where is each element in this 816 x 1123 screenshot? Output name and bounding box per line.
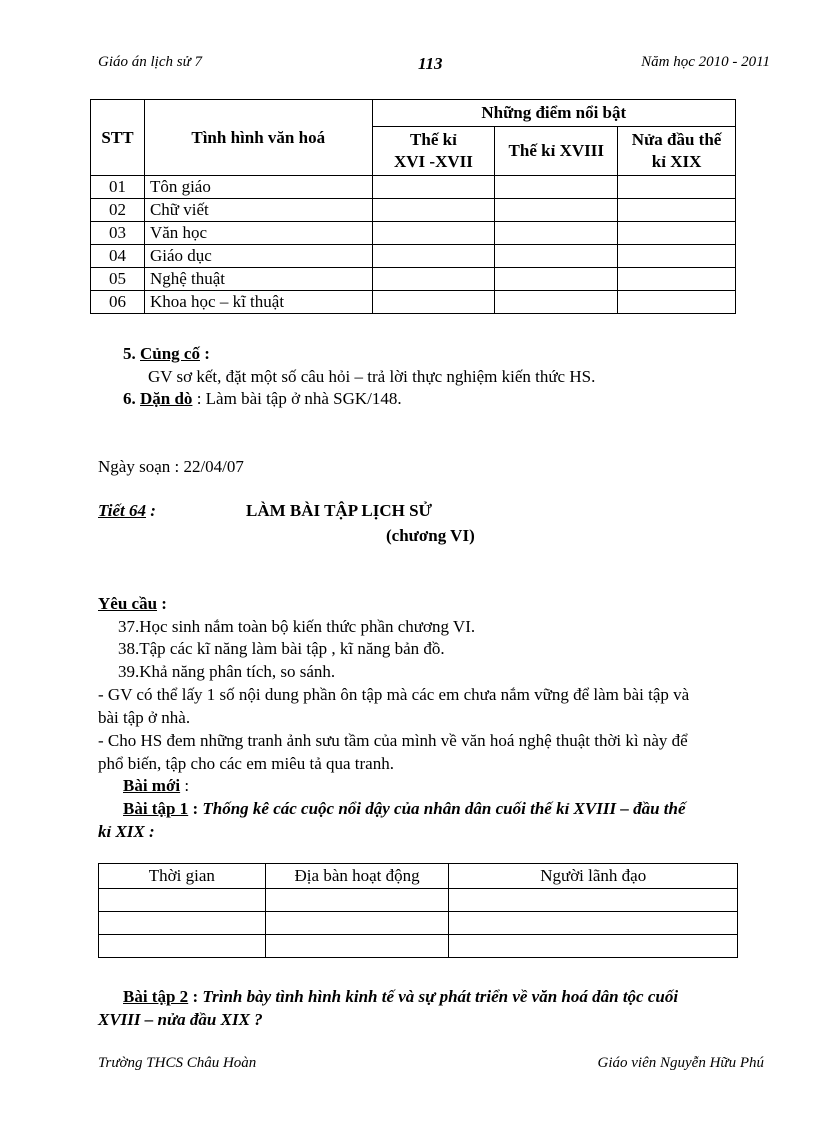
requirements-colon: : — [157, 594, 167, 613]
table-cell — [265, 889, 449, 912]
row-name: Giáo dục — [144, 245, 372, 268]
col-stt: STT — [91, 100, 145, 176]
culture-table — [90, 99, 736, 314]
table-row — [99, 935, 738, 958]
homework-text: : Làm bài tập ở nhà SGK/148. — [192, 389, 402, 408]
requirement-item: 38.Tập các kĩ năng làm bài tập , kĩ năng bản đồ. — [118, 639, 445, 658]
homework-title: Dặn dò — [140, 389, 193, 408]
requirement-item: 37.Học sinh nắm toàn bộ kiến thức phần chương VI. — [118, 617, 476, 636]
table-row — [91, 268, 736, 291]
col-leader: Người lãnh đạo — [449, 864, 738, 889]
table-cell — [495, 222, 618, 245]
note2-line1: - Cho HS đem những tranh ảnh sưu tầm của mình về văn hoá nghệ thuật thời kì này để — [98, 731, 688, 750]
lesson-label: Tiết 64 — [98, 501, 146, 520]
row-stt: 05 — [91, 268, 145, 291]
exercise2-text-line2: XVIII – nửa đầu XIX ? — [98, 1010, 263, 1029]
exercise2-text-line1: Trình bày tình hình kinh tế và sự phát triển về văn hoá dân tộc cuối — [202, 987, 679, 1006]
table-cell — [495, 268, 618, 291]
row-name: Tôn giáo — [144, 176, 372, 199]
header-left: Giáo án lịch sử 7 — [98, 54, 203, 70]
new-lesson-title: Bài mới — [123, 776, 181, 795]
lesson-subtitle — [386, 525, 475, 547]
table-cell — [618, 222, 736, 245]
table-cell — [495, 176, 618, 199]
lesson-colon: : — [146, 501, 156, 520]
consolidate-heading — [123, 343, 210, 365]
table-cell — [99, 889, 266, 912]
row-name: Khoa học – kĩ thuật — [144, 291, 372, 314]
exercise2-label: Bài tập 2 — [123, 987, 189, 1006]
uprisings-table — [98, 863, 738, 958]
row-stt: 01 — [91, 176, 145, 199]
col-19-century — [618, 127, 736, 176]
exercise1-text-line1: Thống kê các cuộc nổi dậy của nhân dân cuối thế kỉ XVIII – đầu thế — [202, 799, 686, 818]
consolidate-colon: : — [199, 344, 210, 363]
table-cell — [449, 935, 738, 958]
row-name: Văn học — [144, 222, 372, 245]
table-cell — [372, 199, 495, 222]
table-cell — [99, 912, 266, 935]
table-cell — [618, 199, 736, 222]
table-cell — [618, 245, 736, 268]
note2-line2: phổ biến, tập cho các em miêu tả qua tranh. — [98, 754, 394, 773]
table-row — [99, 889, 738, 912]
exercise1-line1 — [123, 798, 686, 820]
header-right: Năm học 2010 - 2011 — [641, 54, 770, 70]
table-cell — [99, 935, 266, 958]
table-cell — [372, 222, 495, 245]
new-lesson-colon: : — [180, 776, 190, 795]
exercise1-text-line2: kỉ XIX : — [98, 822, 155, 841]
page-number: 113 — [418, 54, 443, 73]
row-stt: 03 — [91, 222, 145, 245]
table-cell — [372, 176, 495, 199]
exercise1-label: Bài tập 1 — [123, 799, 189, 818]
uprisings-header-row — [99, 864, 738, 889]
table-cell — [449, 889, 738, 912]
prep-date: Ngày soạn : 22/04/07 — [98, 457, 244, 476]
lesson-label-line — [98, 500, 156, 522]
homework-line — [123, 388, 402, 410]
requirement-item: 39.Khả năng phân tích, so sánh. — [118, 662, 336, 681]
table-cell — [618, 268, 736, 291]
lesson-subtitle-text: (chương VI) — [386, 526, 475, 545]
exercise1-colon: : — [188, 799, 203, 818]
col-19-line2: kỉ XIX — [651, 152, 702, 171]
col-situation: Tình hình văn hoá — [144, 100, 372, 176]
col-time: Thời gian — [99, 864, 266, 889]
table-row — [91, 291, 736, 314]
table-cell — [495, 199, 618, 222]
table-cell — [372, 291, 495, 314]
homework-number: 6. — [123, 389, 136, 408]
table-cell — [495, 291, 618, 314]
row-stt: 06 — [91, 291, 145, 314]
exercise2-colon: : — [188, 987, 203, 1006]
row-stt: 02 — [91, 199, 145, 222]
row-stt: 04 — [91, 245, 145, 268]
row-name: Nghệ thuật — [144, 268, 372, 291]
table-cell — [265, 912, 449, 935]
requirements-title: Yêu cầu — [98, 594, 158, 613]
table-row — [91, 245, 736, 268]
table-cell — [449, 912, 738, 935]
table-cell — [618, 291, 736, 314]
consolidate-text: GV sơ kết, đặt một số câu hỏi – trả lời thực nghiệm kiến thức HS. — [148, 367, 596, 386]
note1-line1: - GV có thể lấy 1 số nội dung phần ôn tập mà các em chưa nắm vững để làm bài tập và — [98, 685, 690, 704]
lesson-title: LÀM BÀI TẬP LỊCH SỬ — [246, 501, 433, 520]
table-row — [91, 176, 736, 199]
exercise2-line1 — [123, 986, 678, 1008]
row-name: Chữ viết — [144, 199, 372, 222]
col-16-17-line1: Thế kỉ — [410, 130, 457, 149]
table-row — [99, 912, 738, 935]
col-18-century: Thế kỉ XVIII — [495, 127, 618, 176]
col-16-17-line2: XVI -XVII — [394, 152, 473, 171]
footer-right: Giáo viên Nguyễn Hữu Phú — [597, 1055, 764, 1071]
footer-left: Trường THCS Châu Hoàn — [98, 1055, 257, 1071]
col-area: Địa bàn hoạt động — [265, 864, 449, 889]
col-19-line1: Nửa đầu thế — [631, 130, 722, 149]
group-header: Những điểm nổi bật — [372, 100, 735, 127]
consolidate-number: 5. — [123, 344, 136, 363]
table-cell — [265, 935, 449, 958]
table-cell — [372, 268, 495, 291]
col-16-17-century — [372, 127, 495, 176]
table-row — [91, 199, 736, 222]
new-lesson-heading — [123, 775, 189, 797]
table-cell — [372, 245, 495, 268]
table-cell — [495, 245, 618, 268]
requirements-heading — [98, 593, 167, 615]
table-header-row — [91, 100, 736, 127]
note1-line2: bài tập ở nhà. — [98, 708, 191, 727]
table-row — [91, 222, 736, 245]
consolidate-title: Củng cố — [140, 344, 200, 363]
table-cell — [618, 176, 736, 199]
